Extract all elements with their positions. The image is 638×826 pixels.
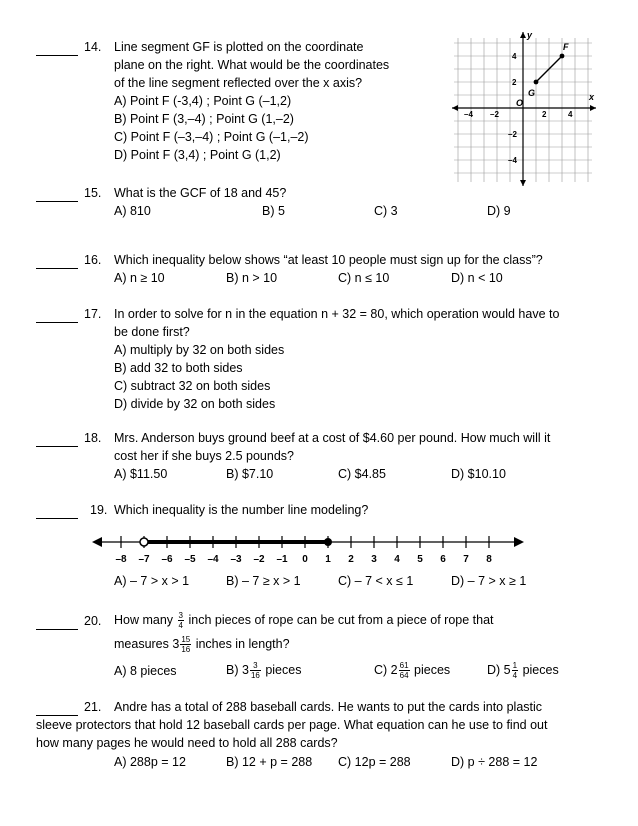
answer-blank-16[interactable] [36,254,78,269]
question-17-option-d: D) divide by 32 on both sides [114,397,276,411]
x-tick-label: –2 [490,110,499,119]
number-line-label: 7 [463,554,469,565]
question-17-line-1: In order to solve for n in the equation n + 32 = 80, which operation would have to [114,307,560,321]
question-21-option-a: A) 288p = 12 [114,755,186,769]
question-number-18: 18. [84,431,102,445]
answer-blank-21[interactable] [36,701,78,716]
y-axis-arrow-down [520,180,526,186]
question-20-option-b: B) 3 $\frac{3}{16}$ pieces [226,661,302,681]
question-17-line-2: be done first? [114,325,190,339]
fraction-61-64: $\frac{61}{64}$ [399,661,409,681]
question-20-option-c: C) 2 $\frac{61}{64}$ pieces [374,661,451,681]
question-18-option-c: C) $4.85 [338,467,386,481]
question-18-option-a: A) $11.50 [114,467,168,481]
question-17-option-b: B) add 32 to both sides [114,361,243,375]
question-number-14: 14. [84,40,102,54]
answer-blank-18[interactable] [36,432,78,447]
fraction-15-16: $\frac{15}{16}$ [181,635,191,655]
y-axis-label: y [527,30,533,40]
question-21-line-1: Andre has a total of 288 baseball cards. He wants to put the cards into plastic [114,700,543,714]
x-axis-arrow-left [452,105,458,111]
y-tick-label: 2 [512,78,517,87]
question-14-option-d: D) Point F (3,4) ; Point G (1,2) [114,148,281,162]
question-21-line-3: how many pages he would need to hold all 288 cards? [36,736,338,750]
point-f [560,54,565,59]
question-18-line-1: Mrs. Anderson buys ground beef at a cost of $4.60 per pound. How much will it [114,431,551,445]
fraction-3-16: $\frac{3}{16}$ [250,661,260,681]
number-line [90,528,526,570]
measures-prefix: measures 3 [114,637,180,651]
question-19-option-a: A) – 7 > x > 1 [114,574,190,588]
question-number-19: 19. [90,503,108,517]
number-line-label: –4 [207,554,219,565]
question-19-text: Which inequality is the number line modeling? [114,503,369,517]
x-axis-arrow-right [590,105,596,111]
x-tick-label: –4 [464,110,473,119]
question-21-option-d: D) p ÷ 288 = 12 [451,755,538,769]
number-line-label: –6 [161,554,173,565]
question-19-option-b: B) – 7 ≥ x > 1 [226,574,301,588]
question-16-option-a: A) n ≥ 10 [114,271,165,285]
question-16-option-c: C) n ≤ 10 [338,271,390,285]
number-line-label: 3 [371,554,377,565]
y-tick-label: –4 [508,156,517,165]
question-21-option-c: C) 12p = 288 [338,755,411,769]
open-circle-endpoint [140,538,148,546]
number-line-label: 6 [440,554,446,565]
number-line-label: 0 [302,554,308,565]
y-tick-label: 4 [512,52,517,61]
x-tick-label: 4 [568,110,573,119]
number-line-label: 1 [325,554,331,565]
number-line-label: 5 [417,554,423,565]
question-19-option-d: D) – 7 > x ≥ 1 [451,574,527,588]
number-line-label: 4 [394,554,400,565]
question-number-16: 16. [84,253,102,267]
number-line-label: –3 [230,554,242,565]
answer-blank-14[interactable] [36,41,78,56]
question-15-option-a: A) 810 [114,204,151,218]
answer-blank-15[interactable] [36,187,78,202]
answer-blank-17[interactable] [36,308,78,323]
answer-blank-19[interactable] [36,504,78,519]
number-line-arrow-right [514,537,524,547]
question-14-option-c: C) Point F (–3,–4) ; Point G (–1,–2) [114,130,309,144]
question-14-line-2: plane on the right. What would be the coordinates [114,58,390,72]
question-16-text: Which inequality below shows “at least 10 people must sign up for the class”? [114,253,543,267]
question-20-option-a: A) 8 pieces [114,664,177,678]
number-line-label: 8 [486,554,492,565]
number-line-label: 2 [348,554,354,565]
question-14-option-a: A) Point F (-3,4) ; Point G (–1,2) [114,94,292,108]
question-14-option-b: B) Point F (3,–4) ; Point G (1,–2) [114,112,294,126]
y-tick-label: –2 [508,130,517,139]
question-18-option-b: B) $7.10 [226,467,274,481]
question-20-line-2 [114,630,290,658]
question-number-21: 21. [84,700,102,714]
question-15-option-b: B) 5 [262,204,285,218]
question-21-option-b: B) 12 + p = 288 [226,755,313,769]
question-18-line-2: cost her if she buys 2.5 pounds? [114,449,294,463]
measures-suffix: inches in length? [195,637,290,651]
question-number-20: 20. [84,614,102,628]
question-17-option-a: A) multiply by 32 on both sides [114,343,285,357]
origin-label: O [516,98,524,108]
y-axis-arrow-up [520,32,526,38]
question-17-option-c: C) subtract 32 on both sides [114,379,271,393]
question-18-option-d: D) $10.10 [451,467,506,481]
question-19-option-c: C) – 7 < x ≤ 1 [338,574,414,588]
question-number-15: 15. [84,186,102,200]
question-15-text: What is the GCF of 18 and 45? [114,186,287,200]
number-line-label: –8 [115,554,127,565]
question-14-line-3: of the line segment reflected over the x axis? [114,76,363,90]
question-number-17: 17. [84,307,102,321]
point-g-label: G [528,88,536,98]
number-line-arrow-left [92,537,102,547]
coordinate-plane-graph [450,28,598,188]
x-axis-label: x [589,92,595,102]
point-g [534,80,539,85]
x-tick-label: 2 [542,110,547,119]
number-line-label: –1 [276,554,288,565]
question-20-text-after: inch pieces of rope can be cut from a piece of rope that [188,613,494,627]
number-line-label: –5 [184,554,196,565]
question-15-option-d: D) 9 [487,204,511,218]
number-line-label: –2 [253,554,265,565]
fraction-3-4: $\frac{3}{4}$ [178,611,183,631]
question-16-option-d: D) n < 10 [451,271,503,285]
point-f-label: F [563,42,569,52]
closed-circle-endpoint [324,538,332,546]
question-20-text-before: How many [114,613,174,627]
answer-blank-20[interactable] [36,615,78,630]
question-14-line-1: Line segment GF is plotted on the coordinate [114,40,364,54]
question-21-line-2: sleeve protectors that hold 12 baseball cards per page. What equation can he use to find out [36,718,548,732]
question-16-option-b: B) n > 10 [226,271,278,285]
question-15-option-c: C) 3 [374,204,398,218]
fraction-1-4: $\frac{1}{4}$ [512,661,518,681]
number-line-label: –7 [138,554,150,565]
question-20-option-d: D) 5 $\frac{1}{4}$ pieces [487,661,559,681]
